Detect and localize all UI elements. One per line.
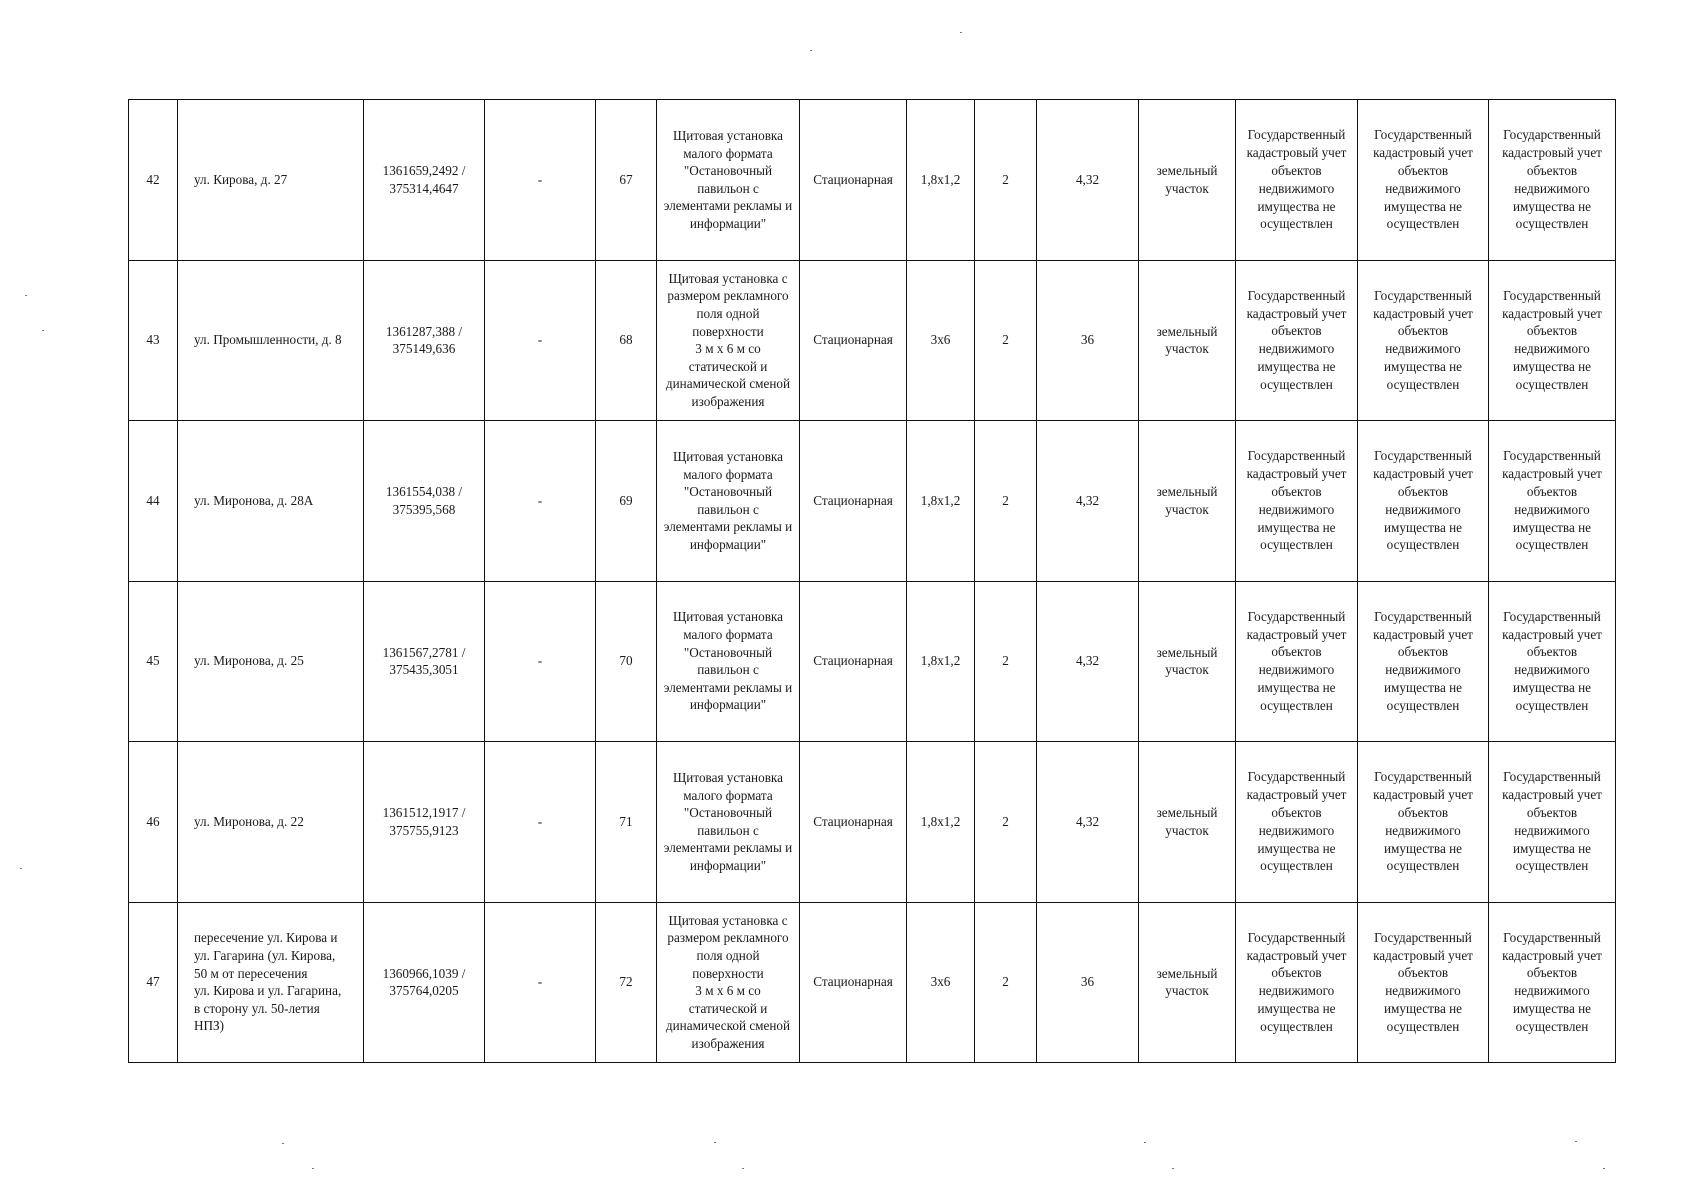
description-cell: Щитовая установка малого формата "Остановочный павильон с элементами рекламы и информации" xyxy=(657,421,800,582)
cadastral-status-cell: Государственный кадастровый учет объектов недвижимого имущества не осуществлен xyxy=(1358,421,1489,582)
coordinates-cell: 1361659,2492 / 375314,4647 xyxy=(364,100,485,261)
structure-type-cell: Стационарная xyxy=(800,421,907,582)
table-row xyxy=(129,581,1616,742)
cadastral-status-cell: Государственный кадастровый учет объектов недвижимого имущества не осуществлен xyxy=(1236,581,1358,742)
description-cell: Щитовая установка с размером рекламного поля одной поверхности 3 м х 6 м со статической и динамической сменой изображения xyxy=(657,902,800,1063)
cadastral-status-cell: Государственный кадастровый учет объектов недвижимого имущества не осуществлен xyxy=(1236,742,1358,903)
land-cell: земельный участок xyxy=(1139,260,1236,421)
cadastral-status-cell: Государственный кадастровый учет объектов недвижимого имущества не осуществлен xyxy=(1489,100,1616,261)
ad-number-cell: 72 xyxy=(596,902,657,1063)
size-cell: 1,8x1,2 xyxy=(907,100,975,261)
scan-speck xyxy=(1144,1142,1146,1143)
area-cell: 4,32 xyxy=(1037,421,1139,582)
ad-structures-table xyxy=(128,99,1616,1063)
cadastral-status-cell: Государственный кадастровый учет объектов недвижимого имущества не осуществлен xyxy=(1358,902,1489,1063)
address-cell: ул. Миронова, д. 22 xyxy=(178,742,364,903)
size-cell: 1,8x1,2 xyxy=(907,742,975,903)
dash-cell: - xyxy=(485,581,596,742)
area-cell: 4,32 xyxy=(1037,100,1139,261)
scan-speck xyxy=(742,1168,744,1169)
table-row xyxy=(129,902,1616,1063)
size-cell: 3x6 xyxy=(907,902,975,1063)
table-row xyxy=(129,260,1616,421)
address-cell: ул. Миронова, д. 28А xyxy=(178,421,364,582)
scan-speck xyxy=(1172,1168,1174,1169)
cadastral-status-cell: Государственный кадастровый учет объектов недвижимого имущества не осуществлен xyxy=(1489,581,1616,742)
scan-speck xyxy=(714,1142,716,1143)
land-cell: земельный участок xyxy=(1139,742,1236,903)
cadastral-status-cell: Государственный кадастровый учет объектов недвижимого имущества не осуществлен xyxy=(1236,100,1358,261)
structure-type-cell: Стационарная xyxy=(800,581,907,742)
ad-number-cell: 70 xyxy=(596,581,657,742)
scan-speck xyxy=(810,50,812,51)
coordinates-cell: 1360966,1039 / 375764,0205 xyxy=(364,902,485,1063)
scan-speck xyxy=(312,1168,314,1169)
area-cell: 4,32 xyxy=(1037,581,1139,742)
size-cell: 3x6 xyxy=(907,260,975,421)
address-cell: ул. Кирова, д. 27 xyxy=(178,100,364,261)
structure-type-cell: Стационарная xyxy=(800,100,907,261)
land-cell: земельный участок xyxy=(1139,581,1236,742)
cadastral-status-cell: Государственный кадастровый учет объектов недвижимого имущества не осуществлен xyxy=(1358,260,1489,421)
size-cell: 1,8x1,2 xyxy=(907,581,975,742)
dash-cell: - xyxy=(485,902,596,1063)
row-number-cell: 46 xyxy=(129,742,178,903)
row-number-cell: 44 xyxy=(129,421,178,582)
scan-speck xyxy=(960,32,962,33)
cadastral-status-cell: Государственный кадастровый учет объектов недвижимого имущества не осуществлен xyxy=(1358,100,1489,261)
area-cell: 36 xyxy=(1037,902,1139,1063)
structure-type-cell: Стационарная xyxy=(800,742,907,903)
dash-cell: - xyxy=(485,260,596,421)
scan-speck xyxy=(42,330,44,331)
row-number-cell: 47 xyxy=(129,902,178,1063)
land-cell: земельный участок xyxy=(1139,100,1236,261)
structure-type-cell: Стационарная xyxy=(800,260,907,421)
ad-number-cell: 68 xyxy=(596,260,657,421)
area-cell: 36 xyxy=(1037,260,1139,421)
scan-speck xyxy=(1603,1168,1605,1169)
sides-cell: 2 xyxy=(975,100,1037,261)
cadastral-status-cell: Государственный кадастровый учет объектов недвижимого имущества не осуществлен xyxy=(1489,742,1616,903)
table-row xyxy=(129,742,1616,903)
description-cell: Щитовая установка малого формата "Остановочный павильон с элементами рекламы и информации" xyxy=(657,581,800,742)
dash-cell: - xyxy=(485,100,596,261)
scan-speck xyxy=(20,868,22,869)
row-number-cell: 43 xyxy=(129,260,178,421)
description-cell: Щитовая установка малого формата "Остановочный павильон с элементами рекламы и информации" xyxy=(657,100,800,261)
address-cell: ул. Миронова, д. 25 xyxy=(178,581,364,742)
cadastral-status-cell: Государственный кадастровый учет объектов недвижимого имущества не осуществлен xyxy=(1358,742,1489,903)
scan-speck xyxy=(1575,1141,1577,1142)
sides-cell: 2 xyxy=(975,742,1037,903)
structure-type-cell: Стационарная xyxy=(800,902,907,1063)
address-cell: пересечение ул. Кирова и ул. Гагарина (ул. Кирова, 50 м от пересечения ул. Кирова и ул. Гагарина, в сторону ул. 50-летия НПЗ) xyxy=(178,902,364,1063)
scan-speck xyxy=(282,1143,284,1144)
coordinates-cell: 1361287,388 / 375149,636 xyxy=(364,260,485,421)
area-cell: 4,32 xyxy=(1037,742,1139,903)
size-cell: 1,8x1,2 xyxy=(907,421,975,582)
sides-cell: 2 xyxy=(975,902,1037,1063)
coordinates-cell: 1361512,1917 / 375755,9123 xyxy=(364,742,485,903)
cadastral-status-cell: Государственный кадастровый учет объектов недвижимого имущества не осуществлен xyxy=(1236,260,1358,421)
land-cell: земельный участок xyxy=(1139,421,1236,582)
table-row xyxy=(129,421,1616,582)
coordinates-cell: 1361554,038 / 375395,568 xyxy=(364,421,485,582)
row-number-cell: 42 xyxy=(129,100,178,261)
description-cell: Щитовая установка с размером рекламного поля одной поверхности 3 м х 6 м со статической и динамической сменой изображения xyxy=(657,260,800,421)
land-cell: земельный участок xyxy=(1139,902,1236,1063)
coordinates-cell: 1361567,2781 / 375435,3051 xyxy=(364,581,485,742)
address-cell: ул. Промышленности, д. 8 xyxy=(178,260,364,421)
ad-number-cell: 69 xyxy=(596,421,657,582)
sides-cell: 2 xyxy=(975,581,1037,742)
dash-cell: - xyxy=(485,742,596,903)
cadastral-status-cell: Государственный кадастровый учет объектов недвижимого имущества не осуществлен xyxy=(1236,421,1358,582)
sides-cell: 2 xyxy=(975,260,1037,421)
cadastral-status-cell: Государственный кадастровый учет объектов недвижимого имущества не осуществлен xyxy=(1358,581,1489,742)
cadastral-status-cell: Государственный кадастровый учет объектов недвижимого имущества не осуществлен xyxy=(1489,260,1616,421)
cadastral-status-cell: Государственный кадастровый учет объектов недвижимого имущества не осуществлен xyxy=(1236,902,1358,1063)
sides-cell: 2 xyxy=(975,421,1037,582)
cadastral-status-cell: Государственный кадастровый учет объектов недвижимого имущества не осуществлен xyxy=(1489,421,1616,582)
description-cell: Щитовая установка малого формата "Остановочный павильон с элементами рекламы и информации" xyxy=(657,742,800,903)
row-number-cell: 45 xyxy=(129,581,178,742)
scan-speck xyxy=(25,295,27,296)
cadastral-status-cell: Государственный кадастровый учет объектов недвижимого имущества не осуществлен xyxy=(1489,902,1616,1063)
ad-number-cell: 71 xyxy=(596,742,657,903)
ad-number-cell: 67 xyxy=(596,100,657,261)
table-row xyxy=(129,100,1616,261)
dash-cell: - xyxy=(485,421,596,582)
